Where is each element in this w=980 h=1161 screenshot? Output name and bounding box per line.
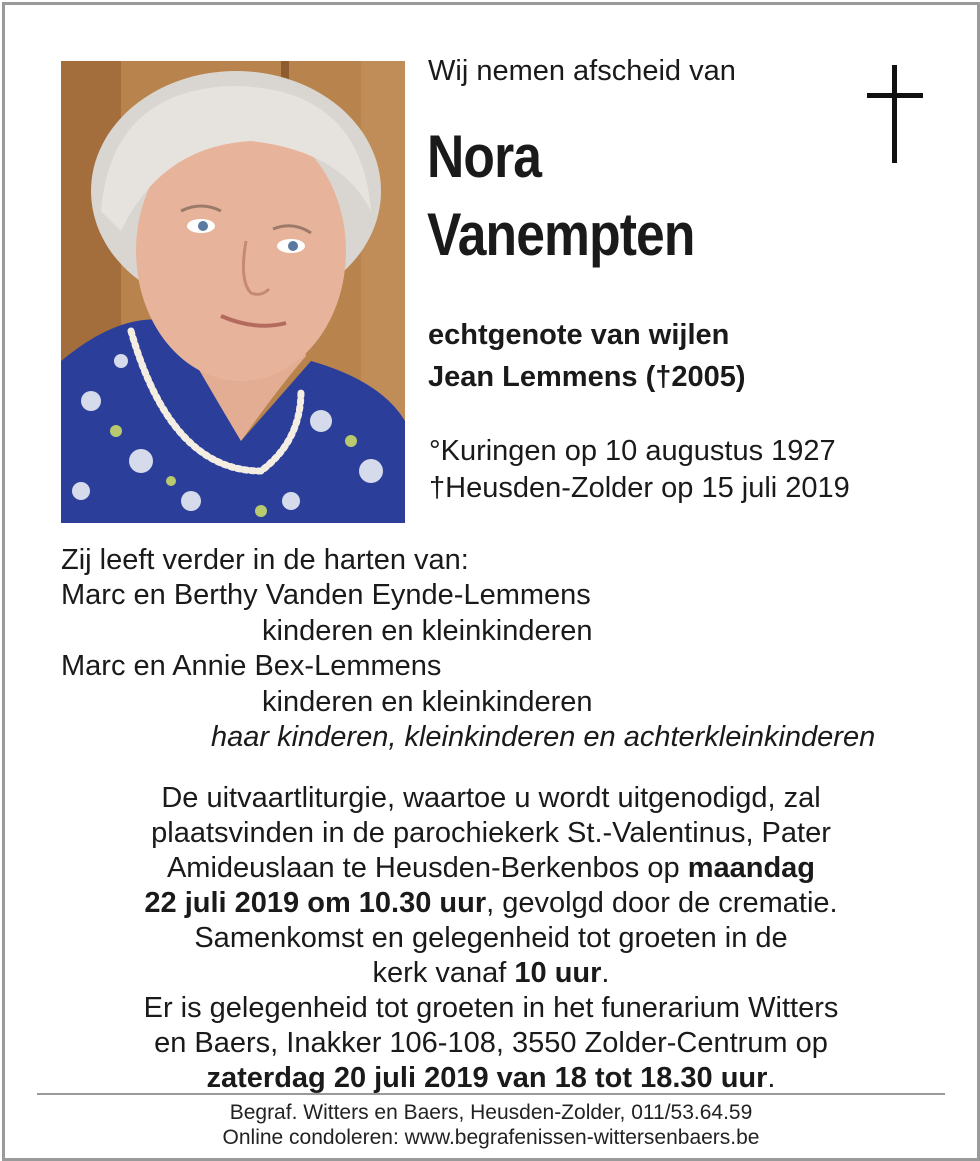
survivor-family-1-sub: kinderen en kleinkinderen (262, 615, 593, 647)
footer-divider (37, 1093, 945, 1095)
survivor-family-2-sub: kinderen en kleinkinderen (262, 686, 593, 718)
ceremony-line-9 (5, 1062, 977, 1095)
ceremony-line-1: De uitvaartliturgie, waartoe u wordt uitgenodigd, zal (161, 782, 821, 814)
first-name: Nora (427, 123, 542, 190)
ceremony-line-7: Er is gelegenheid tot groeten in het funerarium Witters (143, 992, 839, 1024)
ceremony-line-4-text: , gevolgd door de crematie. (486, 887, 838, 919)
portrait-photo (61, 61, 405, 523)
funeral-home-info: Begraf. Witters en Baers, Heusden-Zolder, 011/53.64.59 (229, 1101, 753, 1124)
birth-date: °Kuringen op 10 augustus 1927 (429, 435, 836, 467)
spouse-line-2: Jean Lemmens (†2005) (428, 361, 746, 393)
survivors-intro: Zij leeft verder in de harten van: (61, 544, 469, 576)
ceremony-date-time: 22 juli 2019 om 10.30 uur (144, 887, 487, 919)
survivor-family-2: Marc en Annie Bex-Lemmens (61, 650, 442, 682)
gathering-time: 10 uur (514, 957, 602, 989)
death-date: †Heusden-Zolder op 15 juli 2019 (429, 472, 850, 504)
ceremony-line-3 (5, 852, 977, 885)
survivor-family-1: Marc en Berthy Vanden Eynde-Lemmens (61, 579, 591, 611)
ceremony-line-8: en Baers, Inakker 106-108, 3550 Zolder-Centrum op (154, 1027, 828, 1059)
portrait-illustration (61, 61, 405, 523)
intro-text: Wij nemen afscheid van (428, 55, 736, 87)
viewing-date-time: zaterdag 20 juli 2019 van 18 tot 18.30 uur (206, 1062, 768, 1094)
ceremony-line-5: Samenkomst en gelegenheid tot groeten in de (194, 922, 788, 954)
ceremony-line-3-text: Amideuslaan te Heusden-Berkenbos op (166, 852, 688, 884)
cross-icon (867, 65, 923, 163)
ceremony-line-6-end: . (601, 957, 610, 989)
ceremony-day: maandag (687, 852, 816, 884)
survivors-extended: haar kinderen, kleinkinderen en achterkleinkinderen (211, 721, 876, 753)
ceremony-line-6 (5, 957, 977, 990)
spouse-line-1: echtgenote van wijlen (428, 319, 730, 351)
ceremony-line-4 (5, 887, 977, 920)
ceremony-line-9-end: . (767, 1062, 776, 1094)
ceremony-line-2: plaatsvinden in de parochiekerk St.-Valentinus, Pater (151, 817, 831, 849)
ceremony-line-6-text: kerk vanaf (372, 957, 515, 989)
obituary-card (2, 2, 980, 1161)
online-condolence-link[interactable]: Online condoleren: www.begrafenissen-wittersenbaers.be (222, 1126, 760, 1149)
last-name: Vanempten (427, 201, 695, 268)
